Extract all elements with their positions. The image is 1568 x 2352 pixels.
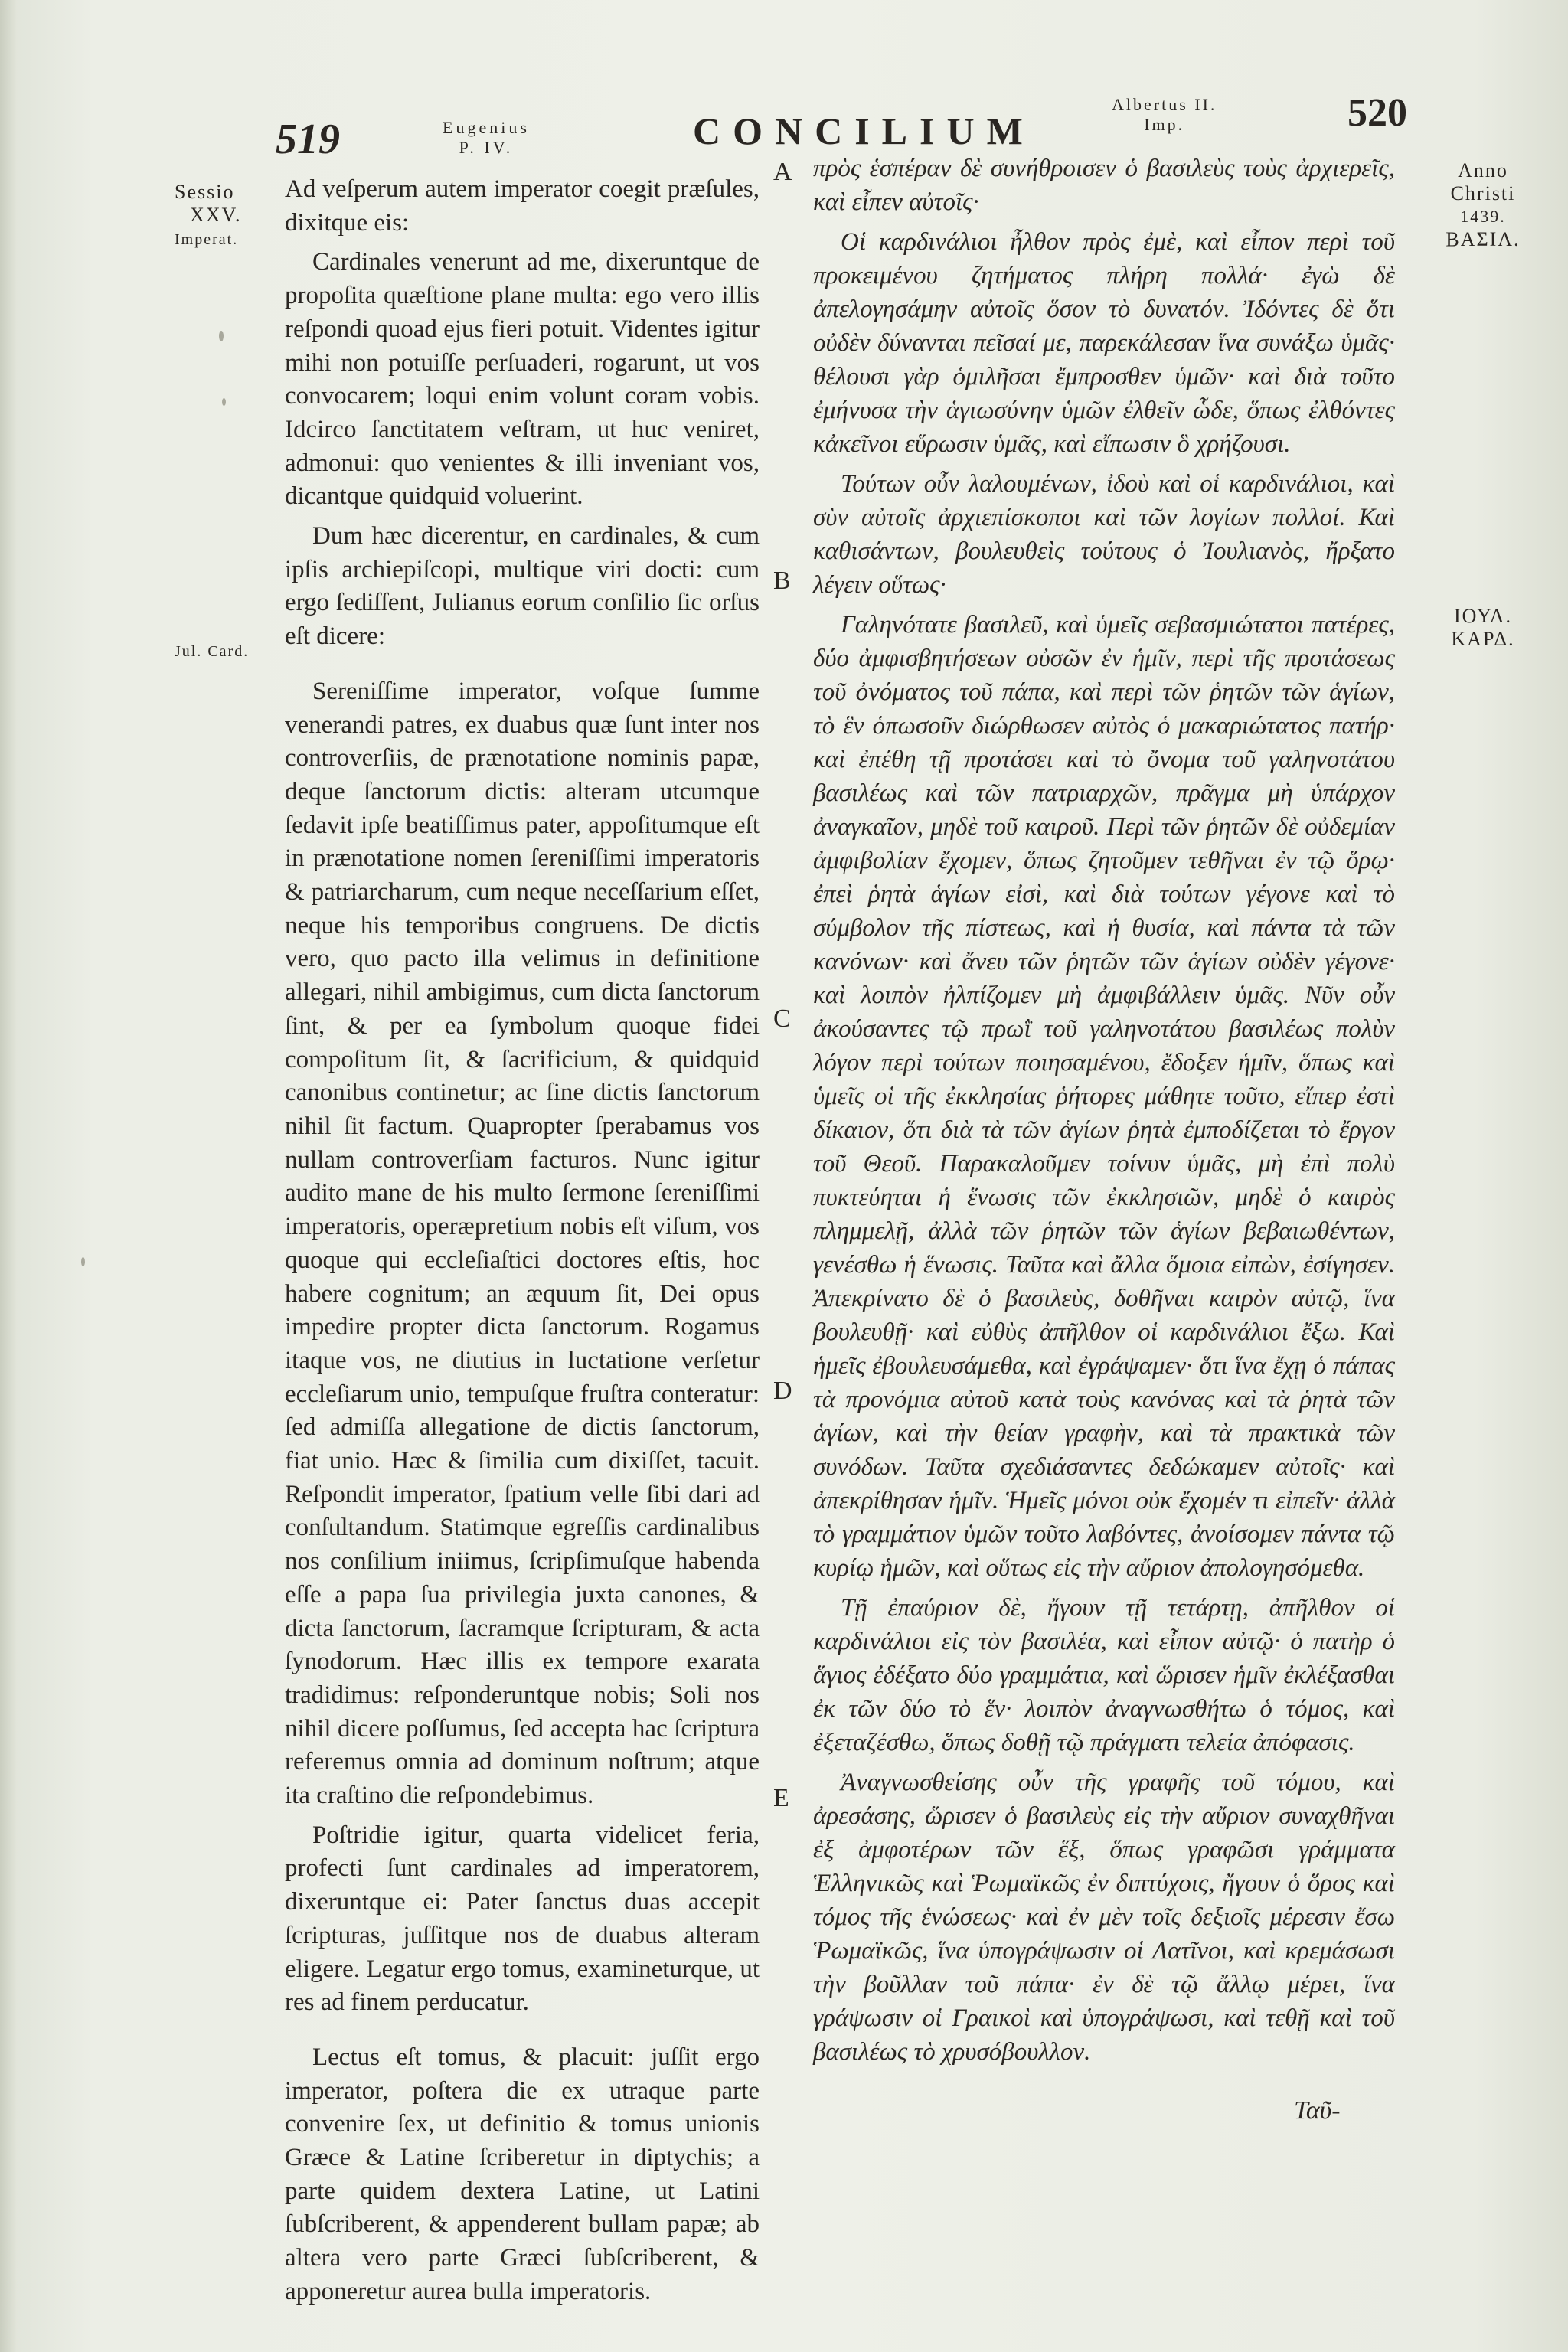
header-pope-number: P. IV. [459,138,514,157]
latin-column [285,173,760,2315]
header-pope-name: Eugenius [443,118,530,137]
header-pope [443,118,530,158]
latin-paragraph-2: Cardinales venerunt ad me, dixeruntque de propoſita quæſtione plane multa: ego vero illis reſpondi quoad ejus fieri potuit. Videntes igitur mihi non potuiſſe perſuaderi, rogarunt, ut vos convocarem; loqui enim volunt coram vobis. Idcirco ſanctitatem veſtram, ut huc veniret, admonui: quo venientes & illi inveniant vos, dicantque quidquid voluerint. [285,248,760,511]
greek-paragraph-4: Γαληνότατε βασιλεῦ, καὶ ὑμεῖς σεβασμιώτατοι πατέρες, δύο ἀμφισβητήσεων οὐσῶν ἐν ἡμῖν, περὶ τῆς προτάσεως τοῦ ὀνόματος τοῦ πάπα, καὶ περὶ τῶν ῥητῶν τῶν ἁγίων, τὸ ἓν ὁπωσοῦν διώρθωσεν αὐτὸς ὁ μακαριώτατος πατήρ· καὶ ἐπέθη τῇ προτάσει καὶ τὸ ὄνομα τοῦ γαληνοτάτου βασιλέως καὶ τῶν πατριαρχῶν, πρᾶγμα μὴ ὑπάρχον ἀναγκαῖον, μηδὲ τοῦ καιροῦ. Περὶ τῶν ῥητῶν δὲ οὐδεμίαν ἀμφιβολίαν ἔχομεν, ὅπως ζητοῦμεν τεθῆναι ἐν τῷ ὅρῳ· ἐπεὶ ῥητὰ ἁγίων εἰσὶ, καὶ διὰ τούτων γέγονε καὶ τὸ σύμβολον τῆς πίστεως, καὶ ἡ θυσία, καὶ πάντα τὰ τῶν κανόνων· καὶ ἄνευ τῶν ῥητῶν τῶν ἁγίων οὐδὲν γέγονε· καὶ λοιπὸν ἠλπίζομεν μὴ ἀμφιβάλλειν ὑμᾶς. Νῦν οὖν ἀκούσαντες τῷ πρωῒ τοῦ γαληνοτάτου βασιλέως πολὺν λόγον περὶ τούτων ποιησαμένου, ἔδοξεν ἡμῖν, ὅπως καὶ ὑμεῖς οἱ τῆς ἐκκλησίας ῥήτορες μάθητε τοῦτο, εἴπερ ἐστὶ δίκαιον, ὅτι διὰ τὰ τῶν ἁγίων ῥητὰ ἐμποδίζεται τὸ ἔργον τοῦ Θεοῦ. Παρακαλοῦμεν τοίνυν ὑμᾶς, μὴ ἐπὶ πολὺ πυκτεύηται ἡ ἕνωσις τῶν ἐκκλησιῶν, μηδὲ ὁ καιρὸς πλημμελῇ, ἀλλὰ τῶν ῥητῶν τῶν ἁγίων βεβαιωθέντων, γενέσθω ἡ ἕνωσις. Ταῦτα καὶ ἄλλα ὅμοια εἰπὼν, ἐσίγησεν. Ἀπεκρίνατο δὲ ὁ βασιλεὺς, δοθῆναι καιρὸν αὐτῷ, ἵνα βουλευθῇ· καὶ εὐθὺς ἀπῆλθον οἱ καρδινάλιοι ἔξω. Καὶ ἡμεῖς ἐβουλευσάμεθα, καὶ ἐγράψαμεν· ὅτι ἵνα ἔχῃ ὁ πάπας τὰ προνόμια αὐτοῦ κατὰ τοὺς κανόνας καὶ τὰ ῥητὰ τῶν ἁγίων, καὶ τὴν θείαν γραφὴν, καὶ τὰ πρακτικὰ τῶν συνόδων. Ταῦτα σχεδιάσαντες δεδώκαμεν αὐτοῖς· καὶ ἀπεκρίθησαν ἡμῖν. Ἡμεῖς μόνοι οὐκ ἔχομέν τι εἰπεῖν· ἀλλὰ τὸ γραμμάτιον ὑμῶν τοῦτο λαβόντες, ἀνοίσομεν πάντα τῷ κυρίῳ ἡμῶν, καὶ οὕτως εἰς τὴν αὔριον ἀπολογησόμεθα. [813,611,1395,1582]
greek-paragraph-2: Οἱ καρδινάλιοι ἦλθον πρὸς ἐμὲ, καὶ εἶπον περὶ τοῦ προκειμένου ζητήματος πλήρη πολλά· ἐγὼ δὲ ἀπελογησάμην αὐτοῖς ὅσον τὸ δυνατόν. Ἰδόντες δὲ ὅτι οὐδὲν δύνανται πεῖσαί με, παρεκάλεσαν ἵνα συνάξω ὑμᾶς· θέλουσι γὰρ ὁμιλῆσαι ἔμπροσθεν ὑμῶν· καὶ διὰ τοῦτο ἐμήνυσα τὴν ἁγιωσύνην ὑμῶν ἐλθεῖν ὧδε, ὅπως ἐλθόντες κἀκεῖνοι εὕρωσιν ὑμᾶς, καὶ εἴπωσιν ὃ χρήζουσι. [813,228,1395,458]
header-emperor-title: Imp. [1144,115,1185,134]
margin-note-jul-card: Jul. Card. [175,643,250,660]
page-number-left: 519 [276,116,340,163]
section-letter-c: C [773,1004,791,1033]
margin-year: 1439. [1460,207,1506,226]
greek-paragraph-3: Τούτων οὖν λαλουμένων, ἰδοὺ καὶ οἱ καρδινάλιοι, καὶ σὺν αὐτοῖς ἀρχιεπίσκοποι καὶ τῶν λογίων πολλοί. Καὶ καθισάντων, βουλευθεὶς τούτους ὁ Ἰουλιανὸς, ἤρξατο λέγειν οὕτως· [813,470,1395,599]
margin-anno-label: Anno [1458,159,1508,181]
margin-note-anno [1410,159,1556,251]
latin-paragraph-6: Lectus eſt tomus, & placuit: juſſit ergo imperator, poſtera die ex utraque parte convenire ſex, ut definitio & tomus unionis Græce & Latine ſcriberetur in diptychis; a parte quidem dextera Latine, ut Latini ſubſcriberent, & appenderent bullam papæ; ab altera vero parte Græci ſubſcriberent, & apponeretur aurea bulla imperatoris. [285,2043,760,2305]
section-letter-b: B [773,567,791,595]
latin-paragraph-1: Ad veſperum autem imperator coegit præſules, dixitque eis: [285,175,760,237]
margin-note-ioul-kard [1410,605,1556,651]
margin-sessio-number: XXV. [190,204,242,226]
latin-paragraph-3: Dum hæc dicerentur, en cardinales, & cum ipſis archiepiſcopi, multique viri docti: cum ergo ſediſſent, Julianus eorum conſilio ſic orſus eſt dicere: [285,522,760,651]
margin-sessio-label: Sessio [175,181,235,203]
header-emperor-name: Albertus II. [1112,95,1217,114]
paper-speck [81,1257,85,1266]
latin-paragraph-4: Sereniſſime imperator, voſque ſumme venerandi patres, ex duabus quæ ſunt inter nos controverſiis, de prænotatione nominis papæ, deque ſanctorum dictis: alteram utcumque ſedavit ipſe beatiſſimus pater, appoſitumque eſt in prænotatione nomen ſereniſſimi imperatoris & patriarcharum, cum neque neceſſarium eſſet, neque his temporibus congruens. De dictis vero, quo pacto illa velimus in definitione allegari, nihil ambigimus, cum dicta ſanctorum ſint, & per ea ſymbolum quoque fidei compoſitum ſit, & ſacrificium, & quidquid canonibus continetur; ac ſine dictis ſanctorum nihil ſit factum. Quapropter ſperabamus vos nullam controverſiam facturos. Nunc igitur audito mane de his multo ſermone ſereniſſimi imperatoris, operæpretium nobis eſt viſum, vos quoque qui eccleſiaſtici doctores eſtis, hoc habere cognitum; an æquum ſit, Dei opus impedire propter dicta ſanctorum. Rogamus itaque vos, ne diutius in luctatione verſetur eccleſiarum unio, tempuſque fruſtra conteratur: ſed admiſſa allegatione de dictis ſanctorum, fiat unio. Hæc & ſimilia cum dixiſſet, tacuit. Reſpondit imperator, ſpatium velle ſibi dari ad conſultandum. Statimque egreſſis cardinalibus nos conſilium iniimus, ſcripſimuſque habenda eſſe a papa ſua privilegia juxta canones, & dicta ſanctorum, ſacramque ſcripturam, & acta ſynodorum. Hæc illis ex tempore exarata tradidimus: reſponderuntque nobis; Soli nos nihil dicere poſſumus, ſed accepta hac ſcriptura referemus omnia ad dominum noſtrum; atque ita craſtino die reſpondebimus. [285,677,760,1810]
page-gutter [0,0,17,2352]
greek-paragraph-1: πρὸς ἑσπέραν δὲ συνήθροισεν ὁ βασιλεὺς τοὺς ἀρχιερεῖς, καὶ εἶπεν αὐτοῖς· [813,155,1395,216]
header-emperor [1112,95,1217,135]
section-letter-a: A [773,158,792,186]
margin-christi-label: Christi [1450,182,1516,204]
greek-paragraph-6: Ἀναγνωσθείσης οὖν τῆς γραφῆς τοῦ τόμου, καὶ ἀρεσάσης, ὥρισεν ὁ βασιλεὺς εἰς τὴν αὔριον συναχθῆναι ἐξ ἀμφοτέρων τῶν ἕξ, ὅπως γραφῶσι γράμματα Ἑλληνικῶς καὶ Ῥωμαϊκῶς ἐν διπτύχοις, ἤγουν ὁ ὅρος καὶ τόμος τῆς ἑνώσεως· καὶ ἐν μὲν τοῖς δεξιοῖς μέρεσιν ἔσω Ῥωμαϊκῶς, ἵνα ὑπογράψωσιν οἱ Λατῖνοι, καὶ κρεμάσωσι τὴν βοῦλλαν τοῦ πάπα· ἐν δὲ τῷ ἄλλῳ μέρει, ἵνα γράψωσιν οἱ Γραικοὶ καὶ ὑπογράψωσι, καὶ τεθῇ καὶ τοῦ βασιλέως τὸ χρυσόβουλλον. [813,1769,1395,2066]
section-letter-e: E [773,1784,789,1812]
paper-speck [219,331,224,341]
margin-note-sessio [175,181,274,227]
margin-kard: ΚΑΡΔ. [1451,628,1515,650]
section-letter-d: D [773,1377,792,1405]
catchword: Ταῦ- [1294,2096,1341,2125]
running-title: CONCILIUM [693,109,1035,152]
latin-paragraph-5: Poſtridie igitur, quarta videlicet feria, profecti ſunt cardinales ad imperatorem, dixeruntque ei: Pater ſanctus duas accepit ſcripturas, juſſitque nos de duabus alteram eligere. Legatur ergo tomus, examineturque, ut res ad finem perducatur. [285,1821,760,2017]
paper-speck [222,398,226,406]
greek-column [813,152,1395,2075]
margin-note-imperat: Imperat. [175,231,239,248]
margin-ioul: ΙΟΥΛ. [1453,605,1512,627]
greek-paragraph-5: Τῇ ἐπαύριον δὲ, ἤγουν τῇ τετάρτῃ, ἀπῆλθον οἱ καρδινάλιοι εἰς τὸν βασιλέα, καὶ εἶπον αὐτῷ· ὁ πατὴρ ὁ ἅγιος ἐδέξατο δύο γραμμάτια, καὶ ὥρισεν ἡμῖν ἐκλέξασθαι ἐκ τῶν δύο τὸ ἕν· λοιπὸν ἀναγνωσθήτω ὁ τόμος, καὶ ἐξεταζέσθω, ὅπως δοθῇ τῷ πράγματι τελεία ἀπόφασις. [813,1594,1395,1756]
page-number-right: 520 [1348,91,1407,135]
margin-basil: ΒΑΣΙΛ. [1446,228,1521,250]
